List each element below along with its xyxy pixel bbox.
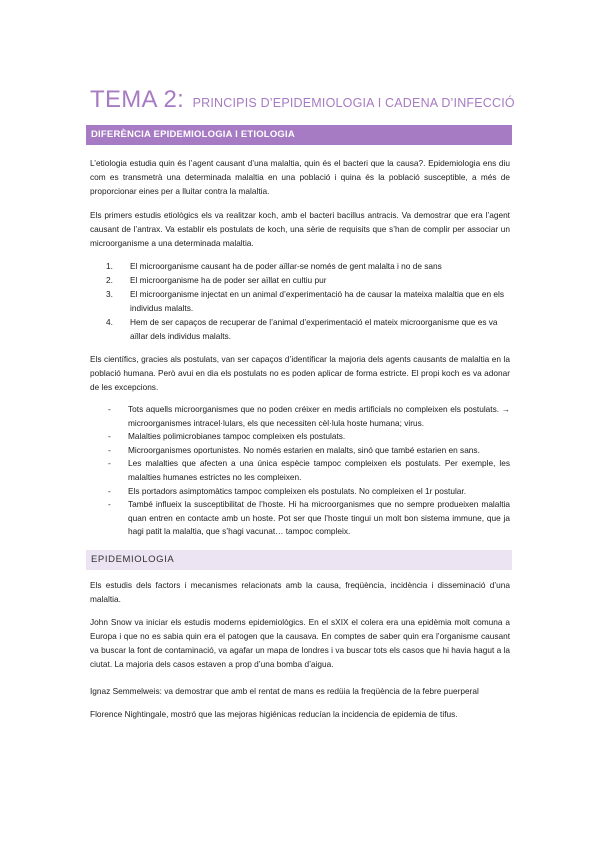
list-item xyxy=(106,315,510,343)
list-text: També influeix la susceptibilitat de l’hoste. Hi ha microorganismes que no sempre produeixen malaltia quan entren en contacte amb un hoste. Pot ser que l’hoste tingui un molt bon sistema immune, que ja hagi patit la malaltia, que s’hagi vacunat… tampoc compleix. xyxy=(128,499,510,537)
paragraph-john-snow: John Snow va iniciar els estudis moderns epidemiològics. En el sXIX el colera era una epidèmia molt comuna a Europa i que no es sabia quin era el patogen que la causava. En comptes de saber quin era l’organisme causant va buscar la font de contaminació, va agafar un mapa de londres i va buscar tots els casos que hi havia hagut a la ciutat. La majoria dels casos estaven a prop d’una bomba d’aigua. xyxy=(90,617,510,669)
list-dash: - xyxy=(108,404,111,414)
paragraph-epidemiology-definition: Els estudis dels factors i mecanismes relacionats amb la causa, freqüència, incidència i disseminació d’una malaltia. xyxy=(90,580,510,604)
list-item xyxy=(108,457,510,484)
page-title xyxy=(90,86,515,114)
section-heading-etiology: DIFERÈNCIA EPIDEMIOLOGIA I ETIOLOGIA xyxy=(86,125,512,145)
list-item xyxy=(108,498,510,539)
list-number: 3. xyxy=(106,289,113,299)
list-text: Microorganismes oportunistes. No només estarien en malalts, sinó que també estarien en sans. xyxy=(128,444,480,455)
list-dash: - xyxy=(108,485,111,496)
list-item xyxy=(108,430,510,444)
list-text: Hem de ser capaços de recuperar de l’animal d’experimentació el mateix microorganisme que es va aïllar dels individus malalts. xyxy=(130,317,498,341)
list-number: 1. xyxy=(106,261,113,271)
paragraph-koch-studies: Els primers estudis etiològics els va realitzar koch, amb el bacteri bacillus antracis. Va demostrar que era l’agent causant de l’antrax. Va establir els postulats de koch, una sèrie de requisits que s’han de complir per associar un microorganisme a una determinada malaltia. xyxy=(90,210,510,248)
paragraph-etiology-definition: L’etiologia estudia quin és l’agent causant d’una malaltia, quin és el bacteri que la causa?. Epidemiologia ens diu com es transmetrà una determinada malaltia en una població i quina és la població susceptible, a més de proporcionar eines per a lluitar contra la malaltia. xyxy=(90,158,510,196)
list-text: El microorganisme injectat en un animal d’experimentació ha de causar la mateixa malaltia que en els individus malalts. xyxy=(130,289,505,313)
koch-postulates-list xyxy=(106,259,510,343)
list-item xyxy=(106,287,510,315)
list-dash: - xyxy=(108,444,111,455)
title-subtitle: PRINCIPIS D’EPIDEMIOLOGIA I CADENA D’INFECCIÓ xyxy=(192,96,515,110)
list-item xyxy=(106,259,510,273)
list-item xyxy=(106,273,510,287)
list-dash: - xyxy=(108,458,111,469)
list-number: 2. xyxy=(106,275,113,285)
list-text: El microorganisme causant ha de poder aïllar-se només de gent malalta i no de sans xyxy=(130,261,442,271)
list-text: Malalties polimicrobianes tampoc compleixen els postulats. xyxy=(128,431,346,442)
section-heading-epidemiology: EPIDEMIOLOGIA xyxy=(86,550,512,570)
paragraph-postulate-exceptions: Els científics, gracies als postulats, van ser capaços d’identificar la majoria dels agents causants de malaltia en la població humana. Però avui en dia els postulats no es poden aplicar de forma estricte. El propi koch es va adonar de les excepcions. xyxy=(90,354,510,392)
paragraph-nightingale: Florence Nightingale, mostró que las mejoras higiénicas reducían la incidencia de epidemia de tifus. xyxy=(90,709,458,719)
exceptions-list xyxy=(108,403,510,539)
list-text: Els portadors asimptomàtics tampoc compleixen els postulats. No compleixen el 1r postular. xyxy=(128,485,467,496)
list-text: Tots aquells microorganismes que no poden créixer en medis artificials no compleixen els postulats. → microorganismes intracel·lulars, els que necessiten cèl·lula hoste humana; virus. xyxy=(128,404,510,428)
list-text: Les malalties que afecten a una única espècie tampoc compleixen els postulats. Per exemple, les malalties humanes estrictes no les compleixen. xyxy=(128,458,510,482)
list-item xyxy=(108,485,510,499)
list-text: El microorganisme ha de poder ser aïllat en cultiu pur xyxy=(130,275,327,285)
list-item xyxy=(108,444,510,458)
title-topic: TEMA 2: xyxy=(90,86,185,113)
list-dash: - xyxy=(108,499,111,510)
paragraph-semmelweis: Ignaz Semmelweis: va demostrar que amb el rentat de mans es redüia la freqüència de la febre puerperal xyxy=(90,686,479,696)
list-dash: - xyxy=(108,431,111,442)
list-item xyxy=(108,403,510,430)
list-number: 4. xyxy=(106,317,113,327)
